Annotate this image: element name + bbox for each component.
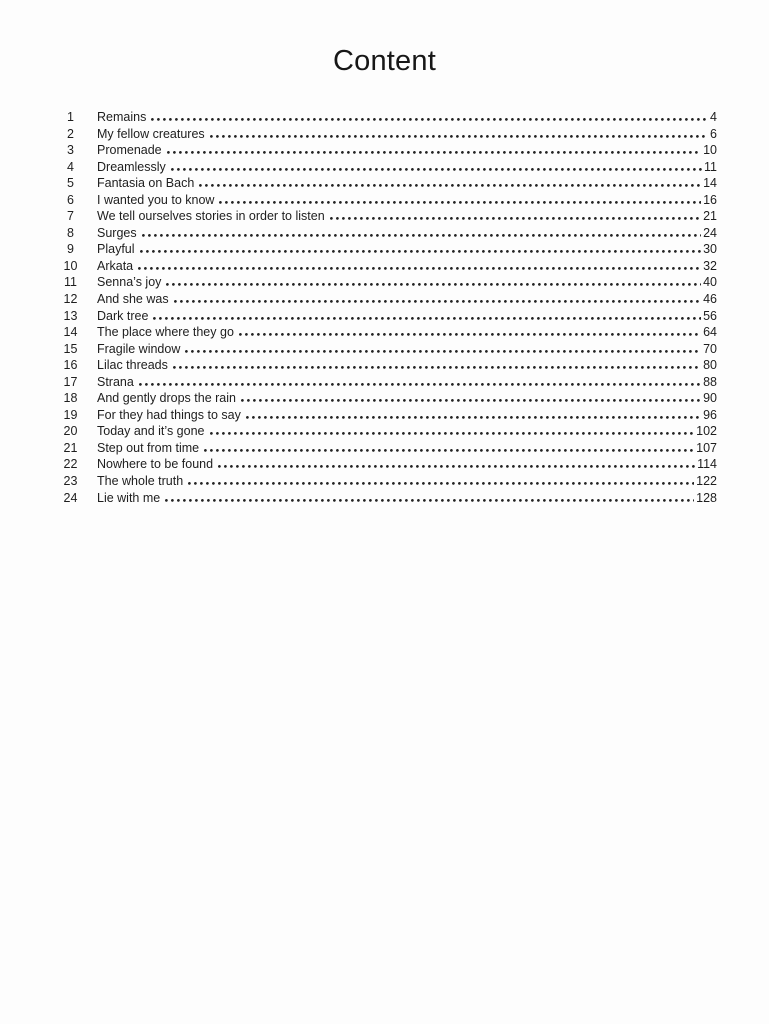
- toc-row: [62, 258, 717, 275]
- dot-leader: [216, 465, 695, 468]
- dot-leader: [328, 217, 701, 220]
- dot-leader: [163, 499, 694, 502]
- toc-entry-title: I wanted you to know: [97, 192, 215, 207]
- dot-leader: [237, 333, 701, 336]
- toc-row: [62, 357, 717, 374]
- toc-entry-number: 22: [63, 457, 78, 472]
- toc-entry-title: My fellow creatures: [97, 126, 205, 141]
- dot-leader: [183, 350, 701, 353]
- toc-entry-number: 20: [63, 424, 78, 439]
- toc-entry-page: 24: [703, 225, 717, 240]
- dot-leader: [208, 432, 695, 435]
- toc-row: [62, 208, 717, 225]
- toc-entry-title: We tell ourselves stories in order to listen: [97, 209, 325, 224]
- toc-entry-title: For they had things to say: [97, 407, 241, 422]
- toc-entry-page: 70: [703, 341, 717, 356]
- toc-row: [62, 274, 717, 291]
- dot-leader: [244, 416, 701, 419]
- toc-row: [62, 407, 717, 424]
- toc-row: [62, 159, 717, 176]
- toc-row: [62, 142, 717, 159]
- toc-entry-number: 9: [67, 242, 74, 257]
- toc-entry-title: Arkata: [97, 258, 134, 273]
- toc-row: [62, 374, 717, 391]
- toc-entry-title: And gently drops the rain: [97, 391, 236, 406]
- dot-leader: [171, 366, 701, 369]
- toc-entry-number: 14: [63, 325, 78, 340]
- dot-leader: [151, 317, 701, 320]
- toc-entry-number: 16: [63, 358, 78, 373]
- toc-row: [62, 456, 717, 473]
- toc-entry-title: The place where they go: [97, 325, 234, 340]
- toc-entry-page: 32: [703, 258, 717, 273]
- toc-row: [62, 175, 717, 192]
- toc-entry-page: 40: [703, 275, 717, 290]
- toc-entry-number: 3: [67, 143, 74, 158]
- toc-row: [62, 308, 717, 325]
- toc-row: [62, 225, 717, 242]
- toc-entry-page: 64: [703, 325, 717, 340]
- toc-row: [62, 291, 717, 308]
- toc-entry-page: 88: [703, 374, 717, 389]
- toc-entry-page: 90: [703, 391, 717, 406]
- toc-entry-title: Senna’s joy: [97, 275, 162, 290]
- toc-entry-number: 23: [63, 474, 78, 489]
- toc-entry-title: Lie with me: [97, 490, 161, 505]
- toc-entry-page: 10: [703, 143, 717, 158]
- toc-entry-number: 21: [63, 440, 78, 455]
- toc-entry-page: 107: [696, 440, 717, 455]
- toc-row: [62, 109, 717, 126]
- toc-entry-page: 122: [696, 474, 717, 489]
- dot-leader: [164, 283, 701, 286]
- toc-row: [62, 241, 717, 258]
- toc-entry-title: Today and it’s gone: [97, 424, 205, 439]
- toc-entry-number: 24: [63, 490, 78, 505]
- dot-leader: [138, 250, 702, 253]
- dot-leader: [172, 300, 702, 303]
- toc-entry-title: Strana: [97, 374, 134, 389]
- toc-entry-title: Remains: [97, 110, 147, 124]
- table-of-contents: [62, 109, 717, 506]
- toc-entry-title: Nowhere to be found: [97, 457, 214, 472]
- toc-entry-page: 30: [703, 242, 717, 257]
- toc-entry-number: 2: [67, 126, 74, 141]
- toc-entry-title: And she was: [97, 292, 169, 307]
- toc-entry-number: 7: [67, 209, 74, 224]
- toc-entry-number: 15: [63, 341, 78, 356]
- dot-leader: [136, 267, 701, 270]
- toc-entry-title: Lilac threads: [97, 358, 168, 373]
- toc-entry-number: 4: [67, 159, 74, 174]
- toc-row: [62, 490, 717, 507]
- toc-entry-title: Fantasia on Bach: [97, 176, 195, 191]
- toc-entry-page: 21: [703, 209, 717, 224]
- toc-entry-page: 56: [703, 308, 717, 323]
- toc-row: [62, 440, 717, 457]
- toc-entry-title: Dreamlessly: [97, 159, 166, 174]
- toc-row: [62, 423, 717, 440]
- dot-leader: [169, 168, 702, 171]
- dot-leader: [186, 482, 694, 485]
- toc-entry-title: Fragile window: [97, 341, 181, 356]
- dot-leader: [165, 151, 701, 154]
- toc-entry-page: 14: [703, 176, 717, 191]
- toc-entry-number: 10: [63, 258, 78, 273]
- toc-entry-page: 4: [710, 110, 717, 124]
- dot-leader: [239, 399, 701, 402]
- dot-leader: [217, 201, 701, 204]
- toc-entry-page: 16: [703, 192, 717, 207]
- toc-row: [62, 390, 717, 407]
- toc-entry-page: 102: [696, 424, 717, 439]
- toc-entry-number: 12: [63, 292, 78, 307]
- toc-entry-page: 96: [703, 407, 717, 422]
- toc-entry-number: 17: [63, 374, 78, 389]
- toc-row: [62, 126, 717, 143]
- toc-entry-page: 114: [697, 457, 717, 472]
- toc-entry-title: Surges: [97, 225, 137, 240]
- toc-entry-title: Step out from time: [97, 440, 200, 455]
- page-title: Content: [333, 45, 436, 77]
- toc-entry-number: 11: [64, 275, 77, 290]
- toc-entry-title: Promenade: [97, 143, 162, 158]
- toc-entry-page: 46: [703, 292, 717, 307]
- dot-leader: [137, 383, 701, 386]
- toc-entry-number: 19: [63, 407, 78, 422]
- dot-leader: [202, 449, 694, 452]
- toc-entry-number: 8: [67, 225, 74, 240]
- toc-entry-number: 1: [67, 110, 74, 124]
- toc-row: [62, 473, 717, 490]
- toc-entry-title: Dark tree: [97, 308, 149, 323]
- toc-entry-title: Playful: [97, 242, 135, 257]
- toc-entry-page: 80: [703, 358, 717, 373]
- toc-entry-title: The whole truth: [97, 474, 184, 489]
- toc-entry-number: 18: [63, 391, 78, 406]
- toc-entry-number: 5: [67, 176, 74, 191]
- toc-entry-number: 6: [67, 192, 74, 207]
- toc-row: [62, 341, 717, 358]
- toc-row: [62, 192, 717, 209]
- dot-leader: [149, 118, 708, 121]
- toc-entry-number: 13: [63, 308, 78, 323]
- toc-entry-page: 128: [696, 490, 717, 505]
- toc-row: [62, 324, 717, 341]
- dot-leader: [140, 234, 701, 237]
- toc-entry-page: 6: [710, 126, 717, 141]
- toc-entry-page: 11: [704, 159, 717, 174]
- dot-leader: [208, 135, 708, 138]
- dot-leader: [197, 184, 701, 187]
